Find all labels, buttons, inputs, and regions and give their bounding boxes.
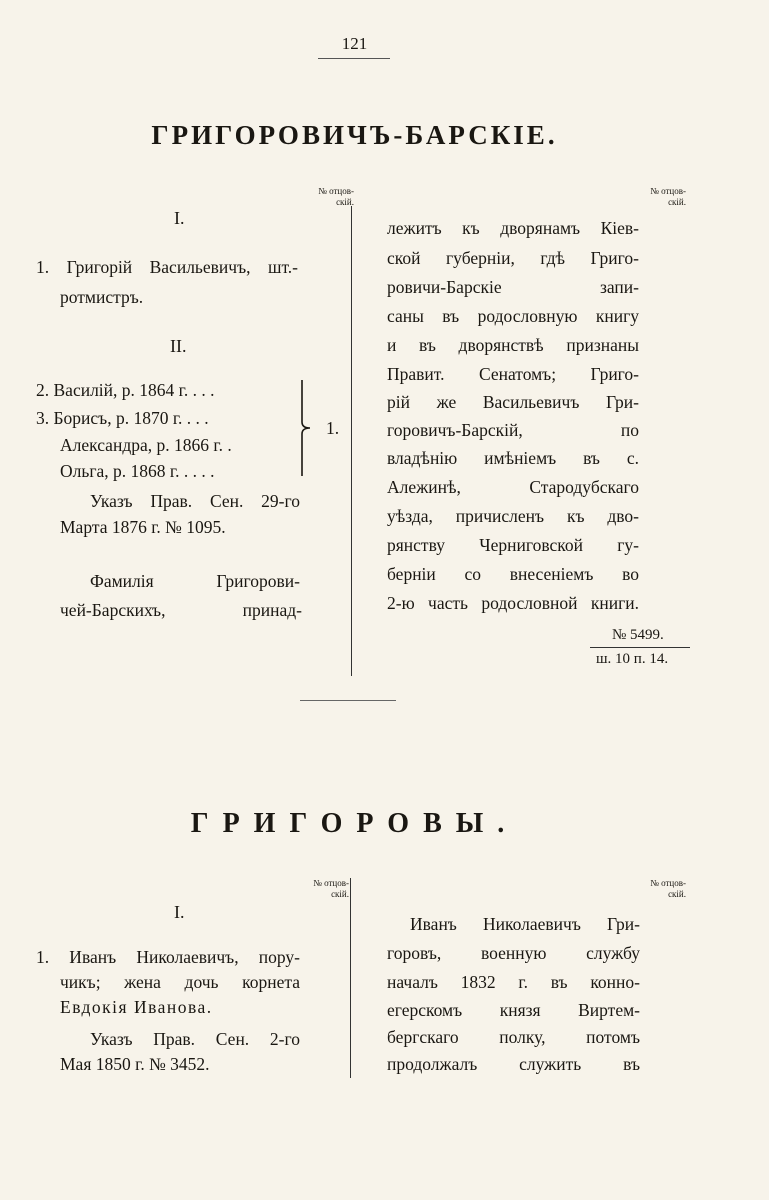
right-text-line: горовичъ-Барскій, по <box>387 420 639 440</box>
section2-left-col-header <box>265 878 349 900</box>
col-header-line2: скій. <box>336 197 354 207</box>
right-text-line: продолжалъ служить въ <box>387 1054 640 1074</box>
right-text-line: владѣнію имѣніемъ въ с. <box>387 448 639 468</box>
right-text-line: Иванъ Николаевичъ Гри- <box>410 914 640 934</box>
ukaz-line1: Указъ Прав. Сен. 2-го <box>90 1029 300 1049</box>
generation-roman-1: I. <box>174 208 185 228</box>
ukaz-line2: Мая 1850 г. № 3452. <box>60 1054 210 1074</box>
child-row: 3. Борисъ, р. 1870 г. . . . <box>36 408 209 428</box>
right-text-line: бергскаго полку, потомъ <box>387 1027 640 1047</box>
page-number: 121 <box>341 34 368 53</box>
col-header-line2: скій. <box>331 889 349 899</box>
col-header-line2: скій. <box>668 889 686 899</box>
right-text-line: Правит. Сенатомъ; Григо- <box>387 364 639 384</box>
father-number: 1. <box>326 418 340 438</box>
section1-title: ГРИГОРОВИЧЪ-БАРСКІЕ. <box>151 120 558 150</box>
right-text-line: началъ 1832 г. въ конно- <box>387 972 640 992</box>
col-header-line1: № отцов- <box>318 186 354 196</box>
right-text-line: рій же Васильевичъ Гри- <box>387 392 639 412</box>
section1-left-col-header <box>270 186 354 208</box>
section2-title: ГРИГОРОВЫ. <box>190 808 519 839</box>
right-text-line: 2-ю часть родословной книги. <box>387 593 639 613</box>
right-text-line: горовъ, военную службу <box>387 943 640 963</box>
right-text-line: и въ дворянствѣ признаны <box>387 335 639 355</box>
entry-line: Евдокія Иванова. <box>60 997 213 1017</box>
child-row: 2. Василій, р. 1864 г. . . . <box>36 380 215 400</box>
section1-right-col-header <box>600 186 686 208</box>
generation-roman-1: I. <box>174 902 185 922</box>
family-line1: Фамилія Григорови- <box>90 571 300 591</box>
right-text-line: Алежинѣ, Стародубскаго <box>387 477 639 497</box>
ukaz-line1: Указъ Прав. Сен. 29-го <box>90 491 300 511</box>
right-text-line: уѣзда, причисленъ къ дво- <box>387 506 639 526</box>
section2-right-col-header <box>600 878 686 900</box>
entry-line: 1. Иванъ Николаевичъ, пору- <box>36 947 300 967</box>
family-line2: чей-Барскихъ, принад- <box>60 600 302 620</box>
right-text-line: саны въ родословную книгу <box>387 306 639 326</box>
child-row: Ольга, р. 1868 г. . . . . <box>60 461 215 481</box>
col-header-line1: № отцов- <box>650 186 686 196</box>
right-text-line: ровичи-Барскіе запи- <box>387 277 639 297</box>
children-brace <box>296 378 318 478</box>
entry-1-line1: 1. Григорій Васильевичъ, шт.- <box>36 257 298 277</box>
child-row: Александра, р. 1866 г. . <box>60 435 232 455</box>
register-number: № 5499. <box>612 627 664 643</box>
col-header-line1: № отцов- <box>650 878 686 888</box>
section1-column-divider <box>351 206 352 676</box>
shelf-reference: ш. 10 п. 14. <box>596 651 669 667</box>
generation-roman-2: II. <box>170 336 187 356</box>
entry-line: чикъ; жена дочь корнета <box>60 972 300 992</box>
col-header-line1: № отцов- <box>313 878 349 888</box>
section-separator <box>300 700 396 701</box>
page-number-rule <box>318 58 390 59</box>
right-text-line: берніи со внесеніемъ во <box>387 564 639 584</box>
right-text-line: ской губерніи, гдѣ Григо- <box>387 248 639 268</box>
section2-column-divider <box>350 878 351 1078</box>
brace-path <box>302 380 310 476</box>
right-text-line: егерскомъ князя Виртем- <box>387 1000 640 1020</box>
col-header-line2: скій. <box>668 197 686 207</box>
ukaz-line2: Марта 1876 г. № 1095. <box>60 517 226 537</box>
entry-1-line2: ротмистръ. <box>60 287 144 307</box>
right-text-line: лежитъ къ дворянамъ Кіев- <box>387 218 639 238</box>
right-text-line: рянству Черниговской гу- <box>387 535 639 555</box>
